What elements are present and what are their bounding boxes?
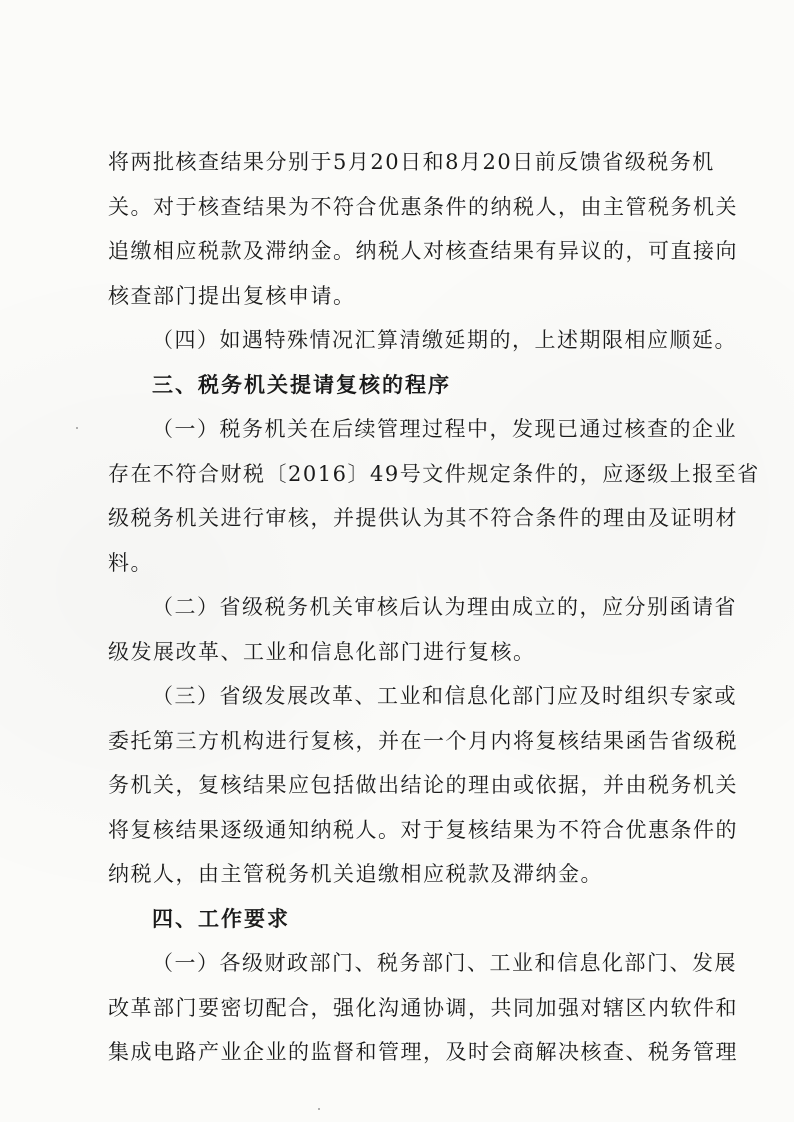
- paragraph-line: 存 在 不 符 合 财 税 〔 2 0 1 6 〕 4 9 号 文 件 规 定 条 件 的 ， 应 逐 级 上 报 至 省: [108, 461, 760, 486]
- paragraph-line: （一）各级财政部门、税务部门、工业和信息化部门、发展: [152, 951, 737, 975]
- paragraph-line: 核查部门提出复核申请。: [108, 283, 356, 308]
- section-heading: 三、税务机关提请复核的程序: [152, 372, 451, 397]
- paragraph-line: （四）如遇特殊情况汇算清缴延期的，上述期限相应顺延。: [152, 328, 737, 352]
- document-body: [108, 140, 760, 1075]
- paragraph-line: 集 成 电 路 产 业 企 业 的 监 督 和 管 理 ， 及 时 会 商 解 决 核 查 、 税 务 管 理: [108, 1040, 738, 1064]
- paragraph-line: （二）省级税务机关审核后认为理由成立的，应分别函请省: [152, 595, 737, 619]
- scan-speck: [318, 1108, 320, 1110]
- paragraph-line: （三）省级发展改革、工业和信息化部门应及时组织专家或: [152, 684, 737, 708]
- paragraph-line: （一）税务机关在后续管理过程中，发现已通过核查的企业: [152, 417, 737, 441]
- paragraph-line: 料。: [108, 550, 153, 575]
- paragraph-line: 将 两 批 核 查 结 果 分 别 于 5 月 2 0 日 和 8 月 2 0 日 前 反 馈 省 级 税 务 机: [108, 150, 715, 174]
- paragraph-line: 级 税 务 机 关 进 行 审 核 ， 并 提 供 认 为 其 不 符 合 条 件 的 理 由 及 证 明 材: [108, 506, 738, 530]
- paragraph-line: 改 革 部 门 要 密 切 配 合 ， 强 化 沟 通 协 调 ， 共 同 加 强 对 辖 区 内 软 件 和: [108, 995, 738, 1020]
- paragraph-line: 关 。 对 于 核 查 结 果 为 不 符 合 优 惠 条 件 的 纳 税 人 ， 由 主 管 税 务 机 关: [108, 194, 738, 219]
- section-heading: 四、工作要求: [152, 906, 290, 931]
- paragraph-line: 委 托 第 三 方 机 构 进 行 复 核 ， 并 在 一 个 月 内 将 复 核 结 果 函 告 省 级 税: [108, 728, 738, 753]
- paragraph-line: 务 机 关 ， 复 核 结 果 应 包 括 做 出 结 论 的 理 由 或 依 据 ， 并 由 税 务 机 关: [108, 773, 738, 797]
- paragraph-line: 追 缴 相 应 税 款 及 滞 纳 金 。 纳 税 人 对 核 查 结 果 有 异 议 的 ， 可 直 接 向: [108, 239, 738, 263]
- paragraph-line: 级发展改革、工业和信息化部门进行复核。: [108, 639, 536, 664]
- scan-speck: [76, 427, 78, 429]
- paragraph-line: 将 复 核 结 果 逐 级 通 知 纳 税 人 。 对 于 复 核 结 果 为 不 符 合 优 惠 条 件 的: [108, 817, 738, 842]
- paragraph-line: 纳税人，由主管税务机关追缴相应税款及滞纳金。: [108, 862, 603, 886]
